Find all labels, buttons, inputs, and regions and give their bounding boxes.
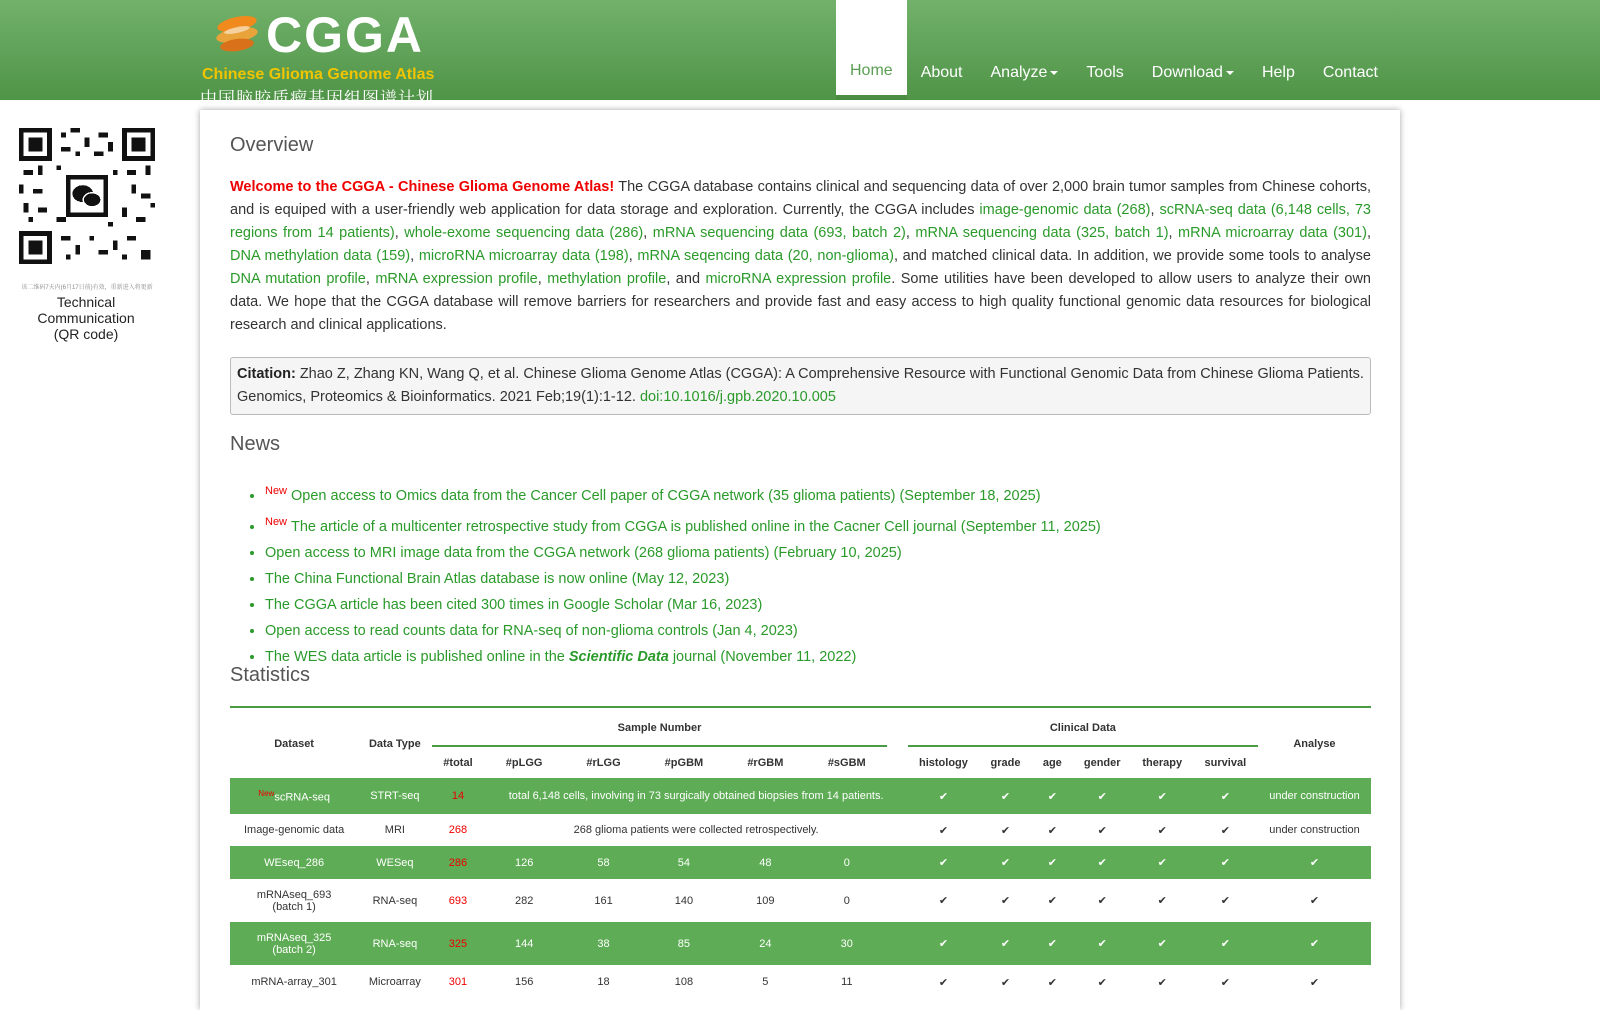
- statistics-top-rule: [230, 706, 1371, 708]
- link-image-genomic[interactable]: image-genomic data (268): [979, 202, 1151, 218]
- main-content: [200, 110, 1400, 1010]
- link-methylation-profile[interactable]: methylation profile: [547, 271, 667, 287]
- news-item[interactable]: • $^{New}$ The article of a multicenter retrospective study from CGGA is published online in the Cacner Cell journal (September 11, 2025): [265, 509, 1365, 540]
- nav-contact[interactable]: Contact: [1322, 64, 1378, 81]
- link-microarray-301[interactable]: mRNA microarray data (301): [1178, 225, 1367, 241]
- col-therapy: therapy: [1142, 756, 1183, 769]
- overview-heading: Overview: [230, 134, 314, 156]
- news-item[interactable]: • The China Functional Brain Atlas database is now online (May 12, 2023): [265, 566, 1365, 592]
- caret-down-icon: [1226, 71, 1234, 75]
- new-badge: New: [265, 515, 288, 528]
- statistics-table: [230, 710, 1371, 999]
- news-heading: News: [230, 433, 281, 455]
- table-row[interactable]: mRNA-array_301 Microarray 301 156 18 108 5 11 ✔ ✔ ✔ ✔ ✔ ✔ ✔: [251, 976, 1320, 989]
- citation-label: Citation:: [237, 366, 296, 382]
- table-row[interactable]: Image-genomic data MRI 268 268 glioma patients were collected retrospectively. ✔ ✔ ✔ ✔ ✔ ✔ under construction: [243, 824, 1360, 837]
- welcome-text: Welcome to the CGGA - Chinese Glioma Genome Atlas!: [230, 179, 615, 195]
- swirl-logo-icon: [214, 10, 260, 56]
- qr-caption: Technical Communication (QR code): [37, 294, 135, 342]
- news-item[interactable]: • Open access to MRI image data from the CGGA network (268 glioma patients) (February 10, 2025): [265, 540, 1365, 566]
- link-wes[interactable]: whole-exome sequencing data (286): [404, 225, 644, 241]
- news-item[interactable]: • Open access to read counts data for RNA-seq of non-glioma controls (Jan 4, 2023): [265, 618, 1365, 644]
- new-badge: New: [265, 485, 288, 497]
- top-header: [0, 0, 1600, 108]
- col-age: age: [1042, 756, 1062, 769]
- qr-note: 该二维码7天内(6月17日前)有效，重新进入将更新: [21, 285, 153, 291]
- col-grade: grade: [990, 756, 1021, 769]
- link-dna-methylation[interactable]: DNA methylation data (159): [230, 248, 411, 264]
- nav-tools[interactable]: Tools: [1086, 64, 1124, 81]
- col-sample-number: Sample Number: [432, 710, 888, 746]
- news-list: [230, 478, 1365, 670]
- logo-title: CGGA: [266, 7, 424, 63]
- col-datatype: Data Type: [368, 738, 421, 750]
- col-clinical-data: Clinical Data: [908, 710, 1258, 746]
- qr-code-icon: [19, 128, 155, 264]
- link-microrna-array[interactable]: microRNA microarray data (198): [418, 248, 629, 264]
- col-rlgg: #rLGG: [586, 756, 621, 769]
- table-row[interactable]: $^{New}$scRNA-seq STRT-seq 14 total 6,148 cells, involving in 73 surgically obtained biopsies from 14 patients. ✔ ✔ ✔ ✔ ✔ ✔ under construction: [230, 778, 1371, 814]
- col-histology: histology: [919, 756, 968, 769]
- nav-download[interactable]: Download: [1138, 0, 1248, 100]
- col-rgbm: #rGBM: [747, 756, 784, 769]
- col-plgg: #pLGG: [505, 756, 543, 769]
- caret-down-icon: [1050, 71, 1058, 75]
- nav-about[interactable]: About: [920, 64, 963, 81]
- main-nav: [836, 0, 1392, 100]
- col-sgbm: #sGBM: [827, 756, 866, 769]
- link-mrna-expression[interactable]: mRNA expression profile: [375, 271, 538, 287]
- logo-english-name: Chinese Glioma Genome Atlas: [202, 66, 435, 83]
- table-row[interactable]: mRNAseq_325 (batch 2) RNA-seq 325 144 38 85 24 30 ✔ ✔ ✔ ✔ ✔ ✔ ✔: [230, 922, 1371, 965]
- citation-box: [230, 357, 1371, 415]
- link-mrna-693[interactable]: mRNA sequencing data (693, batch 2): [652, 225, 906, 241]
- news-item[interactable]: • $^{New}$ Open access to Omics data from the Cancer Cell paper of CGGA network (35 glioma patients) (September 18, 2025): [265, 478, 1365, 509]
- statistics-heading: Statistics: [230, 664, 311, 686]
- cgga-logo[interactable]: [200, 6, 450, 108]
- col-survival: survival: [1204, 756, 1247, 769]
- link-mrna-nonglioma[interactable]: mRNA seqencing data (20, non-glioma): [637, 248, 894, 264]
- col-pgbm: #pGBM: [664, 756, 704, 769]
- nav-analyze[interactable]: Analyze: [977, 0, 1073, 100]
- link-microrna-expression[interactable]: microRNA expression profile: [705, 271, 892, 287]
- col-total: #total: [443, 756, 473, 769]
- news-item[interactable]: • The WES data article is published online in the Scientific Data journal (November 11, 2022): [265, 644, 1365, 670]
- table-row[interactable]: mRNAseq_693 (batch 1) RNA-seq 693 282 161 140 109 0 ✔ ✔ ✔ ✔ ✔ ✔ ✔: [256, 888, 1320, 913]
- overview-paragraph: Welcome to the CGGA - Chinese Glioma Genome Atlas! The CGGA database contains clinical and sequencing data of over 2,000 brain tumor samples from Chinese cohorts, and is equiped with a user-friendly web application for data storage and exploration. Currently, the CGGA includes image-genomic data (268), scRNA-seq data (6,148 cells, 73 regions from 14 patients), whole-exome sequencing data (286), mRNA sequencing data (693, batch 2), mRNA sequencing data (325, batch 1), mRNA microarray data (301), DNA methylation data (159), microRNA microarray data (198), mRNA seqencing data (20, non-glioma), and matched clinical data. In addition, we provide some tools to analyse DNA mutation profile, mRNA expression profile, methylation profile, and microRNA expression profile. Some utilities have been developed to allow users to analyze their own data. We hope that the CGGA database will remove barriers for researchers and provide fast and easy access to high quality functional genomic data resources for biological research and clinical applications.: [230, 179, 1372, 333]
- col-analyse: Analyse: [1293, 738, 1336, 750]
- journal-name: Scientific Data: [568, 648, 669, 665]
- nav-help[interactable]: Help: [1261, 64, 1295, 81]
- link-scrna-seq[interactable]: scRNA-seq data (6,148 cells, 73 regions from 14 patients): [230, 202, 1371, 241]
- citation-text: Zhao Z, Zhang KN, Wang Q, et al. Chinese Glioma Genome Atlas (CGGA): A Comprehensive Resource with Functional Genomic Data from Chinese Glioma Patients. Genomics, Proteomics & Bioinformatics. 2021 Feb;19(1):1-12.: [237, 366, 1364, 405]
- col-dataset: Dataset: [274, 738, 314, 750]
- link-dna-mutation[interactable]: DNA mutation profile: [230, 271, 366, 287]
- logo-chinese-name: 中国脑胶质瘤基因组图谱计划: [200, 89, 434, 108]
- nav-home[interactable]: Home: [836, 0, 907, 100]
- table-row[interactable]: WEseq_286 WESeq 286 126 58 54 48 0 ✔ ✔ ✔ ✔ ✔ ✔ ✔: [230, 846, 1371, 879]
- cell-dataset[interactable]: $^{New}$scRNA-seq: [230, 778, 358, 814]
- link-mrna-325[interactable]: mRNA sequencing data (325, batch 1): [915, 225, 1169, 241]
- news-item[interactable]: • The CGGA article has been cited 300 times in Google Scholar (Mar 16, 2023): [265, 592, 1365, 618]
- doi-link[interactable]: doi:10.1016/j.gpb.2020.10.005: [639, 389, 836, 405]
- col-gender: gender: [1083, 756, 1121, 769]
